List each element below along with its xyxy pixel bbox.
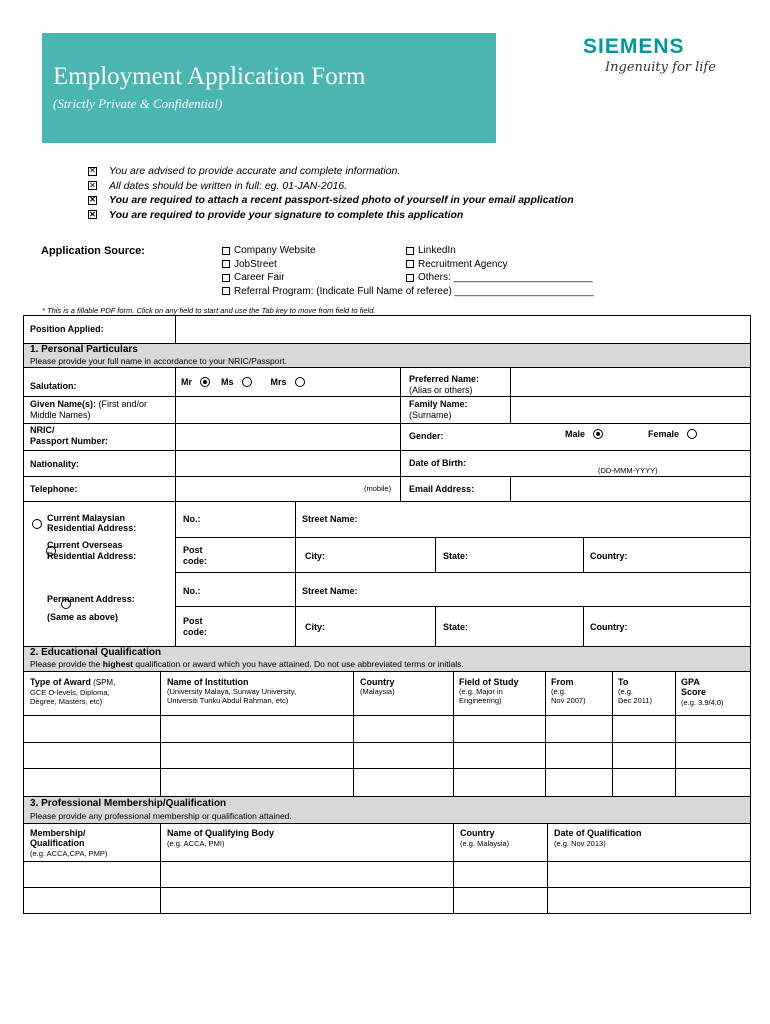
street-name-label: Street Name: <box>302 514 358 524</box>
section-title-education: 2. Educational Qualification <box>30 647 162 658</box>
siemens-logo: SIEMENS <box>583 35 685 58</box>
edu-col-gpa-hint: (e.g. 3.9/4.0) <box>681 698 724 707</box>
email-label: Email Address: <box>409 484 475 494</box>
radio-mr-icon[interactable] <box>200 377 210 387</box>
section-subtitle-professional: Please provide any professional membership or qualification attained. <box>30 811 292 821</box>
prof-col-body: Name of Qualifying Body <box>167 828 275 838</box>
edu-col-from-hint-2: Nov 2007) <box>551 696 586 705</box>
nationality-label: Nationality: <box>30 459 80 469</box>
form-subtitle: (Strictly Private & Confidential) <box>53 96 223 111</box>
position-applied-field[interactable] <box>176 316 750 343</box>
note-item: ✕ You are advised to provide accurate and complete information. <box>89 165 401 178</box>
mrs-label: Mrs <box>270 377 287 387</box>
edu-col-gpa-score: Score <box>681 687 707 697</box>
perm-country-label: Country: <box>590 622 628 632</box>
row-divider <box>24 823 750 824</box>
edu-col-gpa: GPA <box>681 677 700 687</box>
current-malaysian-label-1: Current Malaysian <box>47 513 126 523</box>
note-item: ✕ All dates should be written in full: eg. 01-JAN-2016. <box>89 179 348 192</box>
gender-male-option: Male <box>565 429 603 439</box>
source-option-linkedin[interactable]: LinkedIn <box>406 244 593 258</box>
telephone-label: Telephone: <box>30 484 78 494</box>
edu-col-type-hint-1: GCE O-levels, Diploma, <box>30 688 110 697</box>
source-option-referral[interactable]: Referral Program: (Indicate Full Name of referee) _________________________ <box>222 285 594 299</box>
edu-col-country-hint: (Malaysia) <box>360 687 395 696</box>
edu-row-3[interactable] <box>24 769 750 796</box>
fillable-note: * This is a fillable PDF form. Click on any field to start and use the Tab key to move from field to field. <box>42 306 376 315</box>
given-name-field[interactable] <box>176 397 400 423</box>
col-divider <box>295 501 296 646</box>
brand-tagline: Ingenuity for life <box>605 60 716 75</box>
edu-row-2[interactable] <box>24 743 750 768</box>
surname-hint: (Surname) <box>409 410 452 420</box>
middle-names-hint: Middle Names) <box>30 410 91 420</box>
section-subtitle-education: Please provide the highest qualification or award which you have attained. Do not use abbreviated terms or initials. <box>30 659 464 669</box>
row-divider <box>24 501 750 502</box>
perm-no-label: No.: <box>183 586 201 596</box>
current-malaysian-label-2: Residential Address: <box>47 523 137 533</box>
email-field[interactable] <box>511 477 750 501</box>
postcode-label-1: Post <box>183 545 203 555</box>
dob-label: Date of Birth: <box>409 458 466 468</box>
passport-label: Passport Number: <box>30 436 109 446</box>
row-divider <box>175 537 750 538</box>
perm-street-name-label: Street Name: <box>302 586 358 596</box>
source-option-career-fair[interactable]: Career Fair <box>222 271 594 285</box>
prof-col-country: Country <box>460 828 495 838</box>
edu-col-to-hint-2: Dec 2011) <box>618 696 653 705</box>
col-divider <box>435 606 436 646</box>
edu-col-type-hint-2: Degree, Masters, etc) <box>30 697 103 706</box>
checkbox-icon[interactable] <box>406 274 414 282</box>
section-title-personal: 1. Personal Particulars <box>30 344 138 355</box>
section-subtitle-personal: Please provide your full name in accordance to your NRIC/Passport. <box>30 356 288 366</box>
gender-label: Gender: <box>409 431 444 441</box>
checkbox-icon[interactable] <box>222 260 230 268</box>
checked-box-icon: ✕ <box>89 180 96 190</box>
section-title-professional: 3. Professional Membership/Qualification <box>30 798 227 809</box>
nationality-field[interactable] <box>176 451 400 476</box>
prof-col-date-hint: (e.g. Nov 2013) <box>554 839 606 848</box>
family-name-field[interactable] <box>511 397 750 423</box>
ms-label: Ms <box>221 377 234 387</box>
mobile-hint: (mobile) <box>364 484 392 493</box>
prof-col-country-hint: (e.g. Malaysia) <box>460 839 510 848</box>
prof-col-date: Date of Qualification <box>554 828 642 838</box>
instruction-notes <box>88 164 574 222</box>
checked-box-icon: ✕ <box>89 209 96 219</box>
edu-col-institution-hint-1: (University Malaya, Sunway University, <box>167 687 297 696</box>
edu-col-from: From <box>551 677 574 687</box>
preferred-name-label: Preferred Name: <box>409 374 480 384</box>
col-divider <box>583 537 584 572</box>
checkbox-icon[interactable] <box>406 247 414 255</box>
current-overseas-label-2: Residential Address: <box>47 551 137 561</box>
checkbox-icon[interactable] <box>406 260 414 268</box>
telephone-field[interactable] <box>176 477 362 501</box>
edu-col-field: Field of Study <box>459 677 519 687</box>
address-no-label: No.: <box>183 514 201 524</box>
position-applied-label: Position Applied: <box>30 324 104 334</box>
radio-current-malaysian-icon[interactable] <box>32 519 42 529</box>
prof-row-2[interactable] <box>24 888 750 913</box>
perm-city-label: City: <box>305 622 325 632</box>
prof-col-body-hint: (e.g. ACCA, PMI) <box>167 839 225 848</box>
source-option-recruitment-agency[interactable]: Recruitment Agency <box>406 258 593 272</box>
edu-col-institution: Name of Institution <box>167 677 249 687</box>
radio-male-icon[interactable] <box>593 429 603 439</box>
edu-col-country: Country <box>360 677 395 687</box>
source-option-others[interactable]: Others: _________________________ <box>406 271 593 285</box>
state-label: State: <box>443 551 469 561</box>
alias-hint: (Alias or others) <box>409 385 473 395</box>
prof-col-membership: Membership/ <box>30 828 86 838</box>
edu-col-to-hint-1: (e.g. <box>618 687 634 696</box>
row-divider <box>175 606 750 607</box>
permanent-address-label: Permanent Address: <box>47 594 135 604</box>
source-option-jobstreet[interactable]: JobStreet <box>222 258 594 272</box>
row-divider <box>24 671 750 672</box>
prof-col-qualification: Qualification <box>30 838 85 848</box>
edu-col-to: To <box>618 677 629 687</box>
perm-state-label: State: <box>443 622 469 632</box>
mr-label: Mr <box>181 377 192 387</box>
col-divider <box>583 606 584 646</box>
dob-format-hint: (DD-MMM-YYYY) <box>598 466 658 475</box>
checked-box-icon: ✕ <box>89 166 96 176</box>
city-label: City: <box>305 551 325 561</box>
same-as-above-label: (Same as above) <box>47 612 119 622</box>
source-option-company-website[interactable]: Company Website <box>222 244 594 258</box>
note-item: ✕ You are required to attach a recent passport-sized photo of yourself in your email application <box>89 194 574 207</box>
checkbox-icon[interactable] <box>222 274 230 282</box>
current-overseas-label-1: Current Overseas <box>47 540 123 550</box>
edu-col-institution-hint-2: Universiti Tunku Abdul Rahman, etc) <box>167 696 289 705</box>
checkbox-icon[interactable] <box>222 247 230 255</box>
col-divider <box>435 537 436 572</box>
dob-field[interactable] <box>511 451 750 476</box>
prof-col-membership-hint: (e.g. ACCA,CPA, PMP) <box>30 849 108 858</box>
form-title: Employment Application Form <box>53 63 366 90</box>
checkbox-icon[interactable] <box>222 287 230 295</box>
row-divider <box>24 796 750 797</box>
given-name-label: Given Name(s): (First and/or <box>30 399 148 409</box>
col-divider <box>400 367 401 501</box>
prof-row-1[interactable] <box>24 862 750 887</box>
postcode-label-2: code: <box>183 556 208 566</box>
perm-postcode-label-1: Post <box>183 616 203 626</box>
note-item: ✕ You are required to provide your signature to complete this application <box>89 208 464 221</box>
salutation-options <box>181 377 305 387</box>
family-name-label: Family Name: <box>409 399 468 409</box>
radio-mrs-icon[interactable] <box>295 377 305 387</box>
edu-col-type-award: Type of Award (SPM, <box>30 677 116 687</box>
row-divider <box>175 572 750 573</box>
radio-female-icon[interactable] <box>687 429 697 439</box>
salutation-label: Salutation: <box>30 381 77 391</box>
nric-field[interactable] <box>176 424 400 450</box>
edu-col-from-hint-1: (e.g. <box>551 687 567 696</box>
radio-ms-icon[interactable] <box>242 377 252 387</box>
preferred-name-field[interactable] <box>511 368 750 396</box>
country-label: Country: <box>590 551 628 561</box>
application-source-label: Application Source: <box>41 245 145 257</box>
perm-postcode-label-2: code: <box>183 627 208 637</box>
checked-box-icon: ✕ <box>89 195 96 205</box>
edu-col-field-hint-2: Engineering) <box>459 696 502 705</box>
gender-female-option: Female <box>648 429 697 439</box>
source-options-col2 <box>406 244 593 285</box>
nric-label: NRIC/ <box>30 425 55 435</box>
edu-col-field-hint-1: (e.g. Major in <box>459 687 503 696</box>
edu-row-1[interactable] <box>24 716 750 742</box>
